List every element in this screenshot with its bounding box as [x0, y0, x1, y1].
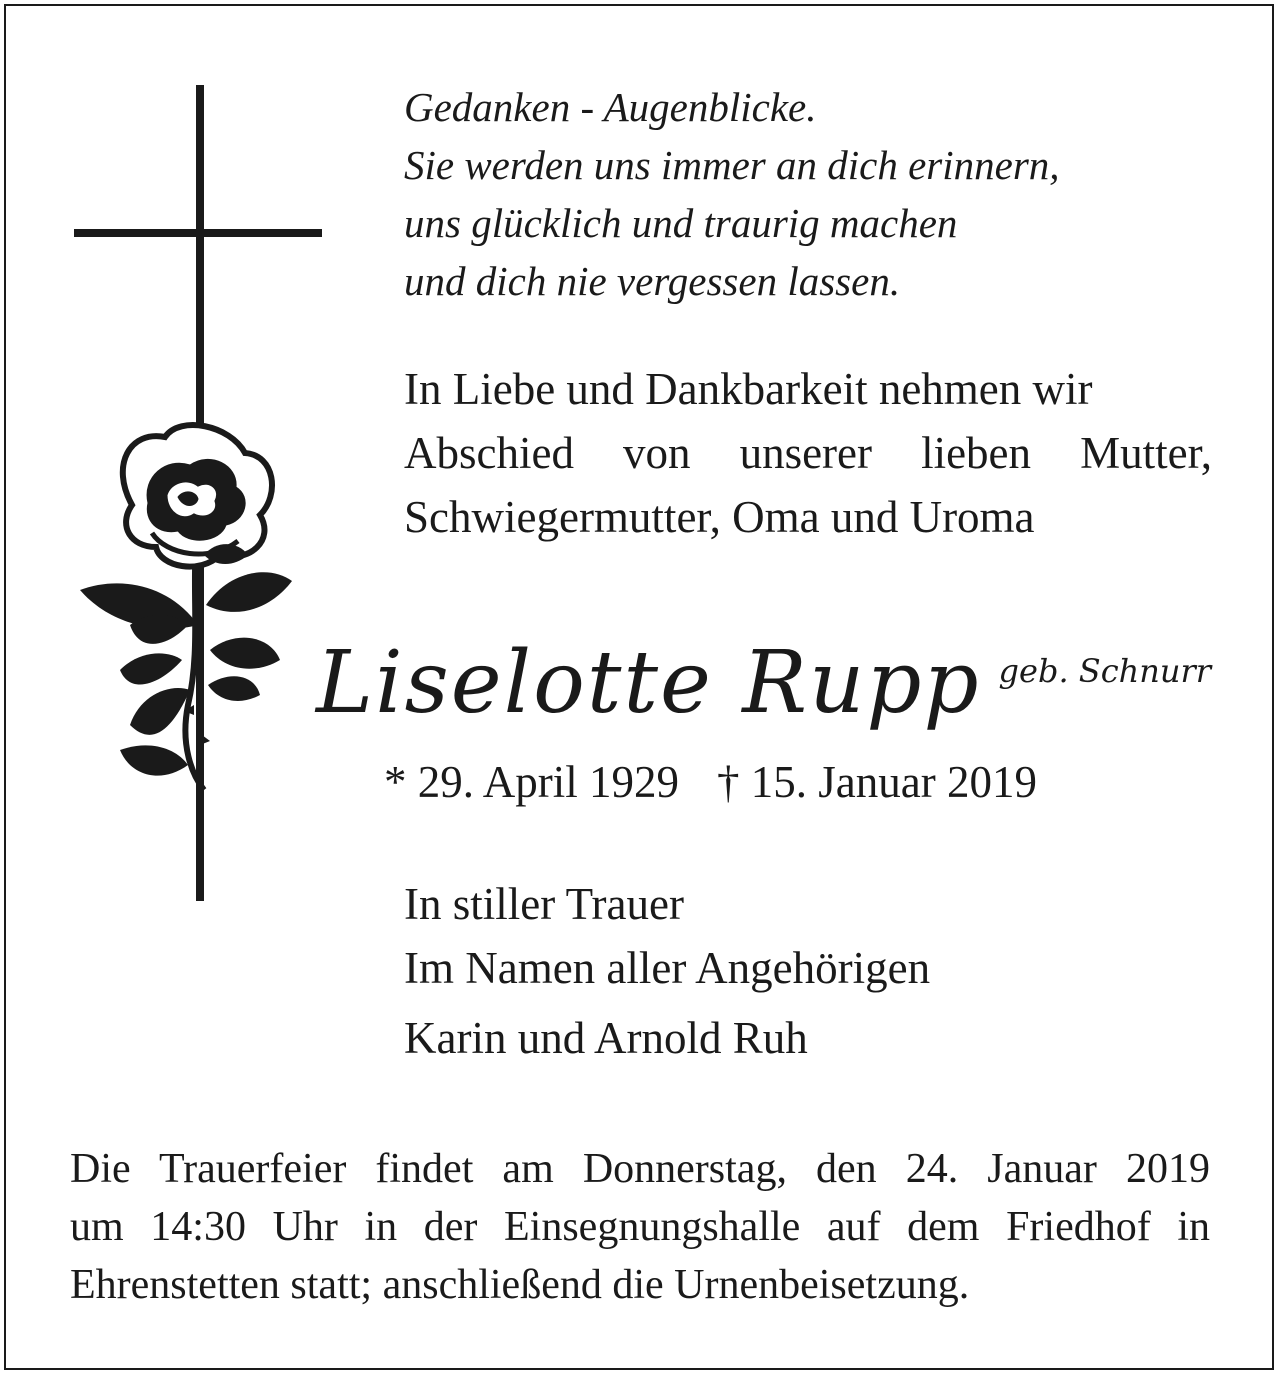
mourners-line: Karin und Arnold Ruh	[404, 1013, 808, 1063]
intro-line: Abschied von unserer lieben Mutter,	[404, 428, 1212, 478]
cross-with-rose-icon	[70, 85, 330, 905]
poem	[404, 78, 1060, 310]
deceased-name-row	[316, 628, 1211, 738]
funeral-service-info	[70, 1140, 1210, 1314]
poem-line: und dich nie vergessen lassen.	[404, 258, 901, 304]
life-dates	[384, 752, 1037, 812]
service-line: Ehrenstetten statt; anschließend die Urnenbeisetzung.	[70, 1262, 970, 1308]
mourners-line: In stiller Trauer	[404, 879, 684, 929]
service-line: um 14:30 Uhr in der Einsegnungshalle auf dem Friedhof in	[70, 1204, 1210, 1250]
maiden-name: geb. Schnurr	[998, 652, 1212, 690]
mourners-line: Im Namen aller Angehörigen	[404, 943, 931, 993]
mourners	[404, 872, 930, 1070]
deceased-name: Liselotte Rupp	[316, 633, 981, 733]
poem-line: uns glücklich und traurig machen	[404, 200, 958, 246]
birth-date: * 29. April 1929	[384, 757, 680, 807]
intro-line: In Liebe und Dankbarkeit nehmen wir	[404, 364, 1093, 414]
death-date: † 15. Januar 2019	[717, 757, 1037, 807]
service-line: Die Trauerfeier findet am Donnerstag, den 24. Januar 2019	[70, 1146, 1210, 1192]
intro-line: Schwiegermutter, Oma und Uroma	[404, 492, 1035, 542]
poem-line: Sie werden uns immer an dich erinnern,	[404, 142, 1060, 188]
poem-line: Gedanken - Augenblicke.	[404, 84, 817, 130]
farewell-intro	[404, 357, 1212, 549]
